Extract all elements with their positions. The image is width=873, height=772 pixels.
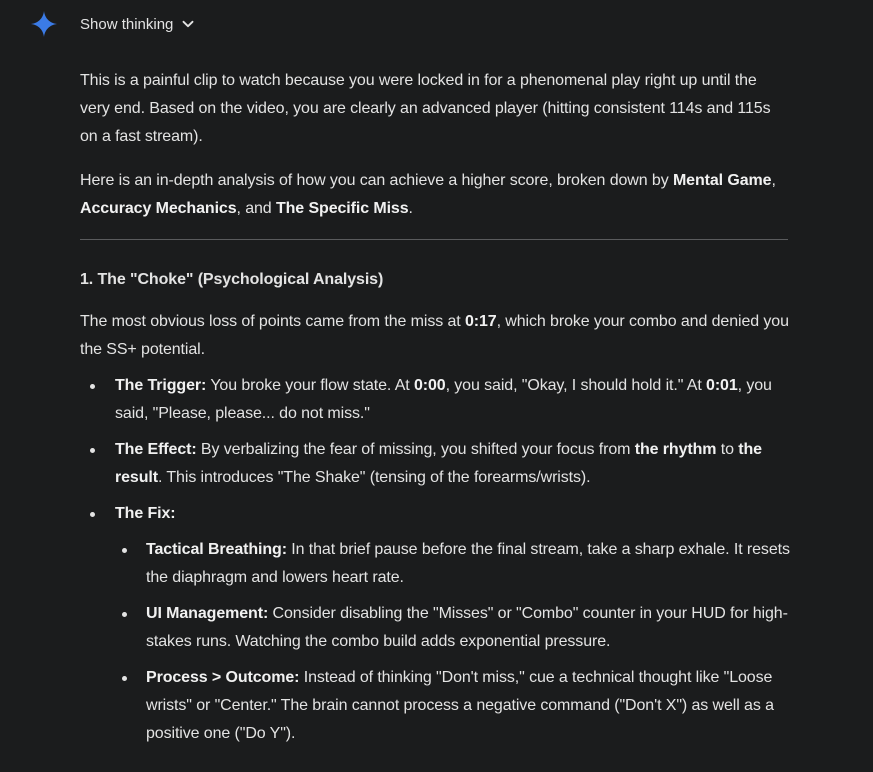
bold-mental-game: Mental Game [672,172,772,189]
text-span: Consider disabling the "Misses" or "Combo" counter in your HUD for high-stakes runs. Watching the combo build adds exponential pressure. [146,605,788,650]
chevron-down-icon [181,17,195,31]
bold-specific-miss: The Specific Miss [275,200,409,217]
sublist-item-label: UI Management: [146,605,269,622]
text-span: to [716,441,739,458]
section-paragraph [80,308,790,364]
timestamp-bold: 0:17 [464,313,497,330]
sublist-item-label: Tactical Breathing: [146,541,287,558]
list-item-trigger [115,372,790,428]
analysis-overview-paragraph [80,167,790,223]
effect-label: The Effect: [115,441,197,458]
text-span: By verbalizing the fear of missing, you shifted your focus from [196,441,635,458]
list-item-effect [115,436,790,492]
text-span: Instead of thinking "Don't miss," cue a technical thought like "Loose wrists" or "Center." The brain cannot process a negative command ("Don't X") as well as a positive one ("Do Y"). [146,669,774,742]
intro-paragraph: This is a painful clip to watch because you were locked in for a phenomenal play right up until the very end. Based on the video, you are clearly an advanced player (hitting consistent 114s and 115s on a fast stream). [80,72,771,145]
sublist-item-label: Process > Outcome: [146,669,300,686]
text-span: In that brief pause before the final stream, take a sharp exhale. It resets the diaphragm and lowers heart rate. [146,541,790,586]
bold-the-result: the result [115,441,762,486]
text-span: , which broke your combo and denied you the SS+ potential. [80,313,789,358]
text-span: . This introduces "The Shake" (tensing of the forearms/wrists). [157,469,591,486]
section-heading: 1. The "Choke" (Psychological Analysis) [80,271,384,288]
bold-the-rhythm: the rhythm [634,441,717,458]
response-header [0,0,873,48]
show-thinking-toggle[interactable] [80,14,195,34]
analysis-list [80,372,790,748]
list-item-fix [115,500,790,748]
text-span: You broke your flow state. At [206,377,414,394]
sublist-item-tactical-breathing [146,536,790,592]
gemini-sparkle-icon [31,11,57,37]
sublist-item-process-outcome [146,664,790,748]
timestamp-bold: 0:01 [706,377,738,394]
show-thinking-label: Show thinking [80,15,174,33]
text-span: , you said, "Okay, I should hold it." At [445,377,707,394]
section-divider [80,239,788,240]
timestamp-bold: 0:00 [413,377,446,394]
text-span: The most obvious loss of points came from the miss at [80,313,465,330]
fix-sublist [115,536,790,748]
text-span: , and [236,200,276,217]
trigger-label: The Trigger: [115,377,207,394]
text-span: , [771,172,776,189]
text-span: . [408,200,413,217]
fix-label: The Fix: [115,505,176,522]
response-content [80,67,790,756]
text-span: Here is an in-depth analysis of how you can achieve a higher score, broken down by [80,172,673,189]
text-span: , you said, "Please, please... do not miss." [115,377,772,422]
sublist-item-ui-management [146,600,790,656]
bold-accuracy-mechanics: Accuracy Mechanics [80,200,237,217]
